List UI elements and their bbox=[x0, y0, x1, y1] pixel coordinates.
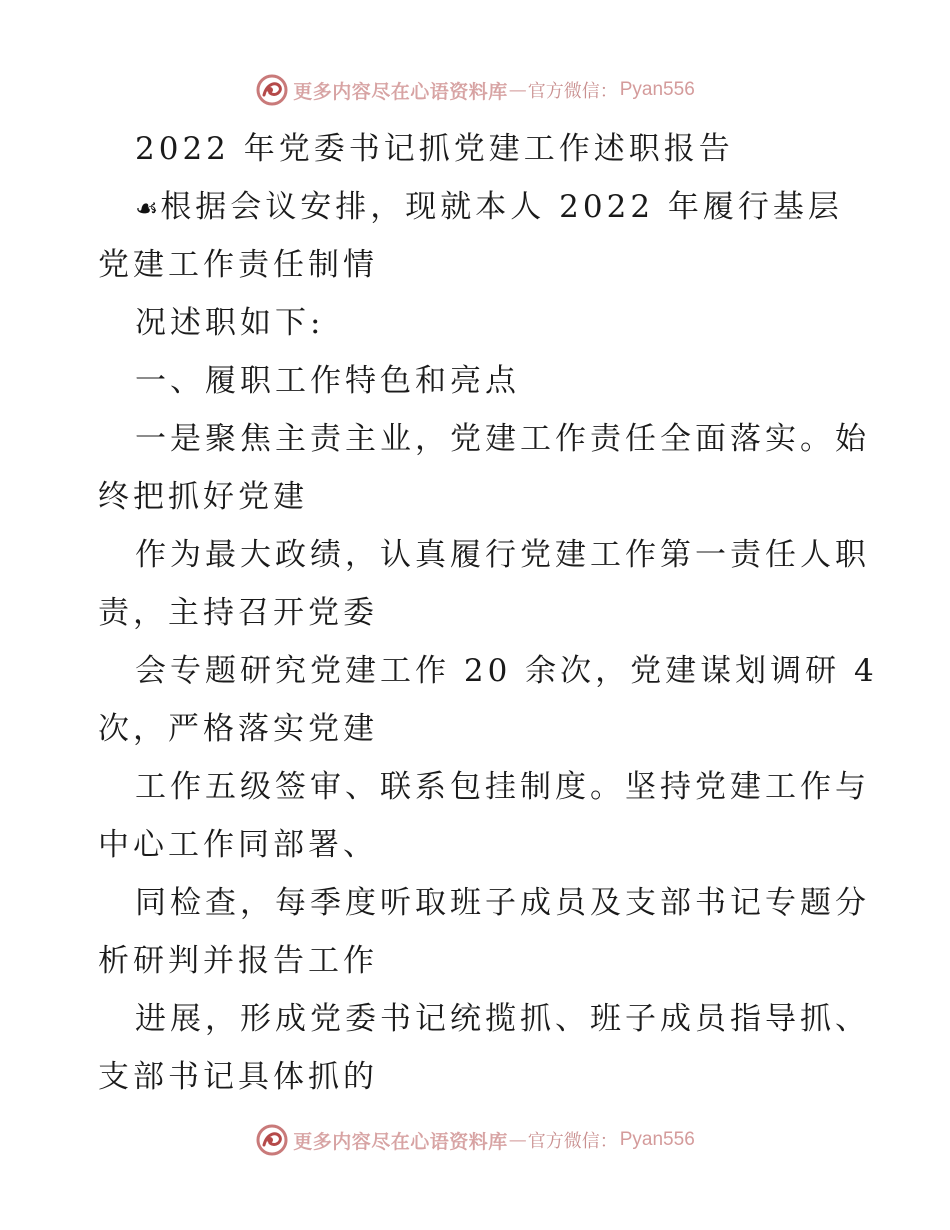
banner-site-text: 更多内容尽在心语资料库 bbox=[293, 80, 508, 103]
paragraph-line: 责，主持召开党委 bbox=[98, 595, 378, 631]
paragraph-line: 同检查，每季度听取班子成员及支部书记专题分 bbox=[135, 885, 870, 921]
paragraph-line: 党建工作责任制情 bbox=[98, 247, 378, 283]
paragraph-line: 中心工作同部署、 bbox=[98, 827, 378, 863]
banner-site-text: 更多内容尽在心语资料库 bbox=[293, 1130, 508, 1153]
red-swirl-logo-icon bbox=[255, 1123, 289, 1157]
banner-separator: — bbox=[508, 1129, 527, 1151]
banner-separator: — bbox=[508, 79, 527, 101]
paragraph-line: 进展，形成党委书记统揽抓、班子成员指导抓、 bbox=[135, 1001, 870, 1037]
banner-wechat-label: 官方微信： bbox=[527, 81, 618, 102]
paragraph-line: 次，严格落实党建 bbox=[98, 711, 378, 747]
red-swirl-logo-icon bbox=[255, 73, 289, 107]
footer-watermark-banner bbox=[0, 1120, 950, 1160]
paragraph-line: 作为最大政绩，认真履行党建工作第一责任人职 bbox=[135, 537, 870, 573]
paragraph-line-text: 根据会议安排，现就本人 2022 年履行基层 bbox=[160, 189, 843, 225]
banner-wechat-label: 官方微信： bbox=[527, 1131, 618, 1152]
paragraph-line: 况述职如下: bbox=[135, 305, 325, 341]
document-body bbox=[98, 120, 878, 1106]
paragraph-line: 会专题研究党建工作 20 余次，党建谋划调研 4 bbox=[135, 653, 878, 689]
section-heading: 一、履职工作特色和亮点 bbox=[135, 363, 520, 399]
paragraph-line: 终把抓好党建 bbox=[98, 479, 308, 515]
paragraph-line: 一是聚焦主责主业，党建工作责任全面落实。始 bbox=[135, 421, 870, 457]
paragraph-line: 析研判并报告工作 bbox=[98, 943, 378, 979]
header-watermark-banner bbox=[0, 70, 950, 110]
flourish-icon: ☙ bbox=[135, 194, 159, 224]
paragraph-line: 工作五级签审、联系包挂制度。坚持党建工作与 bbox=[135, 769, 870, 805]
paragraph-line bbox=[98, 178, 858, 236]
banner-wechat-id: Pyan556 bbox=[619, 1129, 695, 1150]
document-title: 2022 年党委书记抓党建工作述职报告 bbox=[135, 131, 734, 167]
banner-wechat-id: Pyan556 bbox=[619, 79, 695, 100]
paragraph-line: 支部书记具体抓的 bbox=[98, 1059, 378, 1095]
